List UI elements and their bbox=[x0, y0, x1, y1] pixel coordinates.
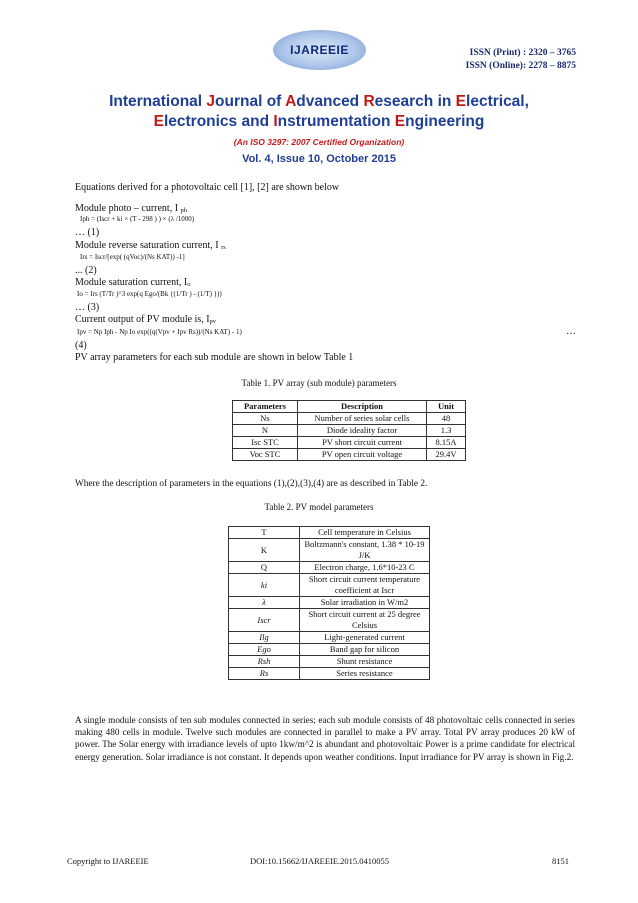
title-fragment: R bbox=[363, 93, 375, 110]
table1-header: Parameters bbox=[233, 401, 298, 413]
equation-2: Irs = Iscr/[exp( (qVoc)/(Ns KAT)) -1] bbox=[80, 253, 185, 261]
array-intro: PV array parameters for each sub module are shown in below Table 1 bbox=[75, 352, 354, 363]
title-fragment: esearch in bbox=[374, 93, 456, 110]
table-1 bbox=[232, 400, 466, 461]
table-row bbox=[229, 562, 430, 574]
volume-issue: Vol. 4, Issue 10, October 2015 bbox=[242, 153, 396, 165]
title-fragment: J bbox=[206, 93, 216, 110]
table2-symbol: Rsh bbox=[229, 656, 300, 668]
table1-cell: Voc STC bbox=[233, 449, 298, 461]
iso-certification: (An ISO 3297: 2007 Certified Organization) bbox=[233, 137, 405, 147]
table1-caption: Table 1. PV array (sub module) parameters bbox=[241, 378, 397, 388]
title-fragment: A bbox=[285, 93, 297, 110]
table-row bbox=[229, 574, 430, 597]
table-row bbox=[233, 449, 466, 461]
eq4-dots: … bbox=[566, 326, 576, 337]
journal-logo bbox=[273, 30, 366, 70]
issn-print: ISSN (Print) : 2320 – 3765 bbox=[469, 48, 576, 58]
table2-desc: Solar irradiation in W/m2 bbox=[300, 597, 430, 609]
table-row bbox=[229, 539, 430, 562]
title-fragment: International bbox=[109, 93, 207, 110]
table1-cell: 29.4V bbox=[427, 449, 466, 461]
table2-symbol: Ego bbox=[229, 644, 300, 656]
title-fragment: E bbox=[394, 113, 406, 130]
table2-desc: Series resistance bbox=[300, 668, 430, 680]
eq4-number: (4) bbox=[75, 340, 87, 351]
issn-online: ISSN (Online): 2278 – 8875 bbox=[465, 61, 576, 71]
table2-symbol: Rs bbox=[229, 668, 300, 680]
title-fragment: E bbox=[153, 113, 164, 130]
table1-cell: Diode ideality factor bbox=[298, 425, 427, 437]
footer-copyright: Copyright to IJAREEIE bbox=[67, 856, 149, 866]
params-sentence: Where the description of parameters in the equations (1),(2),(3),(4) are as described in Table 2. bbox=[75, 479, 428, 489]
equation-1: Iph = (Iscr + ki × (T - 298 ) ) × (λ /1000) bbox=[80, 215, 195, 223]
table2-caption: Table 2. PV model parameters bbox=[264, 502, 374, 512]
table2-symbol: ki bbox=[229, 574, 300, 597]
table-row bbox=[229, 656, 430, 668]
table1-cell: Ns bbox=[233, 413, 298, 425]
eq1-number: … (1) bbox=[75, 227, 100, 238]
title-fragment: lectronics and bbox=[163, 113, 274, 130]
title-fragment: ournal of bbox=[215, 93, 286, 110]
eq3-label: Module saturation current, Io bbox=[75, 277, 191, 288]
title-fragment: E bbox=[455, 93, 467, 110]
title-fragment: ngineering bbox=[405, 113, 485, 130]
table-row bbox=[229, 597, 430, 609]
body-paragraph: A single module consists of ten sub modules connected in series; each sub module consists of 48 photovoltaic cells connected in series making 480 cells in module. Twelve such modules are connected in parallel to make a PV array. Total PV array produces 20 kW of power. The Solar energy with irradiance levels of upto 1kw/m^2 is abundant and photovoltaic Power is a prime candidate for electrical energy generation. Solar irradiance is not constant. It depends upon weather conditions. Input irradiance for PV array is shown in Fig.2. bbox=[75, 715, 575, 762]
table-row bbox=[229, 609, 430, 632]
logo-text: IJAREEIE bbox=[290, 43, 349, 57]
table1-cell: N bbox=[233, 425, 298, 437]
intro-text: Equations derived for a photovoltaic cell [1], [2] are shown below bbox=[75, 182, 340, 193]
table2-desc: Short circuit current at 25 degree Celsius bbox=[300, 609, 430, 632]
table-row bbox=[233, 425, 466, 437]
table-row bbox=[229, 668, 430, 680]
title-fragment: dvanced bbox=[296, 93, 364, 110]
table2-desc: Shunt resistance bbox=[300, 656, 430, 668]
table2-symbol: Q bbox=[229, 562, 300, 574]
table-row bbox=[229, 632, 430, 644]
table2-desc: Boltzmann's constant, 1.38 * 10-19 J/K bbox=[300, 539, 430, 562]
journal-title-line-1 bbox=[40, 92, 598, 112]
table2-desc: Short circuit current temperature coefficient at Iscr bbox=[300, 574, 430, 597]
table2-symbol: Ilg bbox=[229, 632, 300, 644]
title-fragment: nstrumentation bbox=[277, 113, 395, 130]
table1-cell: PV open circuit voltage bbox=[298, 449, 427, 461]
table1-cell: Isc STC bbox=[233, 437, 298, 449]
eq1-label: Module photo – current, I ph bbox=[75, 203, 188, 214]
table2-desc: Band gap for silicon bbox=[300, 644, 430, 656]
table-row bbox=[229, 527, 430, 539]
table2-symbol: Iscr bbox=[229, 609, 300, 632]
title-fragment: I bbox=[273, 113, 278, 130]
eq3-number: … (3) bbox=[75, 302, 100, 313]
table1-header: Description bbox=[298, 401, 427, 413]
table1-cell: PV short circuit current bbox=[298, 437, 427, 449]
title-fragment: lectrical, bbox=[466, 93, 529, 110]
eq4-label: Current output of PV module is, Ipv bbox=[75, 314, 217, 325]
table2-desc: Electron charge, 1.6*10-23 C bbox=[300, 562, 430, 574]
table-row bbox=[229, 644, 430, 656]
table2-desc: Cell temperature in Celsius bbox=[300, 527, 430, 539]
table1-cell: 8.15A bbox=[427, 437, 466, 449]
table1-header: Unit bbox=[427, 401, 466, 413]
table-row bbox=[233, 437, 466, 449]
equation-3: Io = Irs (T/Tr )^3 exp(q Ego/(Bk {(1/Tr ) - (1/T) })) bbox=[77, 290, 222, 298]
eq2-label: Module reverse saturation current, I rs bbox=[75, 240, 226, 251]
table-row bbox=[233, 413, 466, 425]
table2-symbol: T bbox=[229, 527, 300, 539]
eq2-number: ... (2) bbox=[75, 265, 97, 276]
table2-symbol: K bbox=[229, 539, 300, 562]
equation-4: Ipv = Np Iph - Np Io exp((q(Vpv + Ipv Rs))/(Ns KAT) - 1) bbox=[77, 328, 242, 336]
table1-cell: Number of series solar cells bbox=[298, 413, 427, 425]
footer-doi: DOI:10.15662/IJAREEIE.2015.0410055 bbox=[250, 856, 390, 866]
table1-header-row bbox=[233, 401, 466, 413]
table1-cell: 48 bbox=[427, 413, 466, 425]
table2-symbol: λ bbox=[229, 597, 300, 609]
journal-title-line-2 bbox=[40, 112, 598, 132]
table2-desc: Light-generated current bbox=[300, 632, 430, 644]
footer-page-number: 8151 bbox=[552, 856, 569, 866]
table1-cell: 1.3 bbox=[427, 425, 466, 437]
table-2 bbox=[228, 526, 430, 680]
